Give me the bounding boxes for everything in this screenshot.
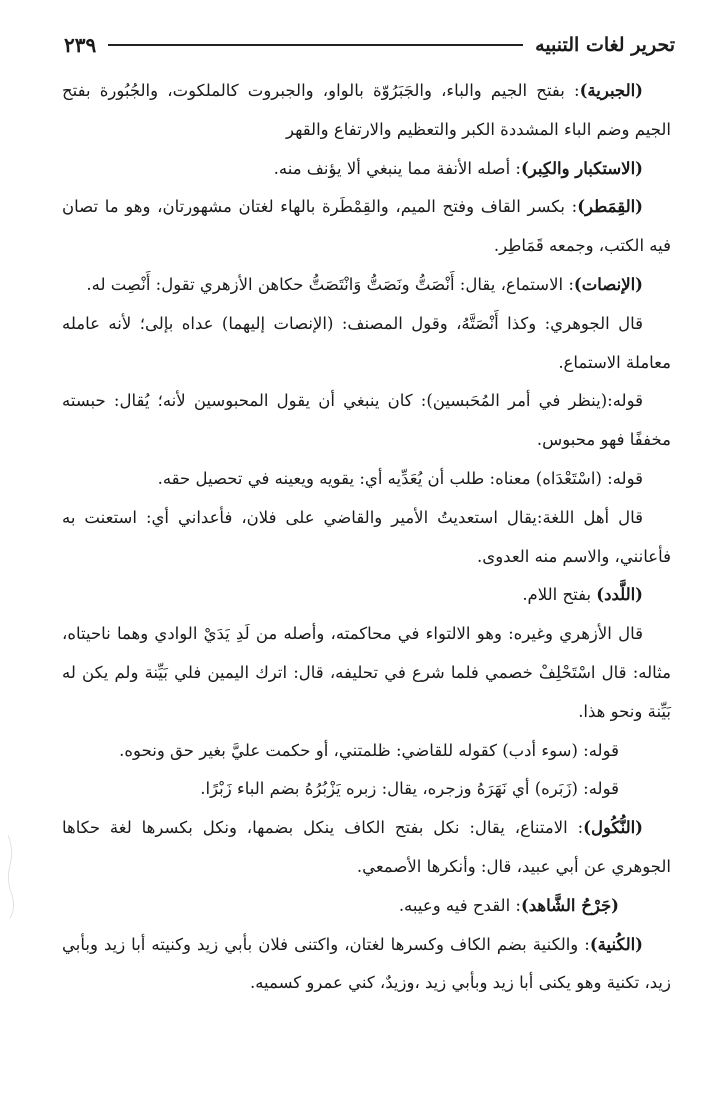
paragraph-jarh — [62, 887, 671, 926]
paragraph-ahl-allugha — [62, 499, 671, 577]
entry-text: : الامتناع، يقال: نكل بفتح الكاف ينكل بضمها، ونكل بكسرها لغة حكاها الجوهري عن أبي عبيد، قال: وأنكرها الأصمعي. — [62, 818, 671, 876]
paragraph-istikbar — [62, 150, 671, 189]
paragraph-insat — [62, 266, 671, 305]
entry-text: بفتح اللام. — [522, 585, 597, 605]
entry-term: (الكُنية) — [589, 934, 643, 954]
paragraph-istadah — [62, 460, 671, 499]
entry-text: قوله: (سوء أدب) كقوله للقاضي: ظلمتني، أو حكمت عليَّ بغير حق ونحوه. — [119, 740, 619, 760]
page-number: ٢٣٩ — [64, 33, 97, 57]
entry-term: (الجبرية) — [579, 81, 643, 100]
entry-text: : والكنية بضم الكاف وكسرها لغتان، واكتنى فلان بأبي زيد وكنيته أبا زيد وبأبي زيد، تكنية وهو يكنى أبا زيد وبأبي زيد ،وزيدٌ، كني عمرو كسميه. — [62, 934, 671, 993]
entry-text: قال الجوهري: وكذا أَنْصَتَّهُ، وقول المصنف: (الإنصات إليهما) عداه بإلى؛ لأنه عامله معاملة الاستماع. — [62, 313, 671, 372]
entry-term: (القِمَطر) — [577, 197, 643, 217]
page-edge-mark — [4, 830, 20, 920]
entry-text: قال الأزهري وغيره: وهو الالتواء في محاكمته، وأصله من لَدِ يَدَيْ الوادي وهما ناحيتاه، مثاله: قال اسْتَحْلِفْ خصمي فلما شرع في تحليفه، قال: اترك اليمين فلي بَيِّنة ولم يكن له بَيِّنة ونحو هذا. — [62, 624, 671, 721]
entry-text: : الاستماع، يقال: أَنْصَتُّ ونَصَتُّ وَانْتَصَتُّ حكاهن الأزهري تقول: أَنْصِت له. — [86, 274, 574, 294]
paragraph-zabarah — [62, 770, 671, 809]
paragraph-jabriyya — [62, 72, 671, 150]
entry-text: قال أهل اللغة:يقال استعديتُ الأمير والقاضي على فلان، فأعداني أي: استعنت به فأعانني، والاسم منه العدوى. — [62, 507, 671, 566]
page-header — [64, 30, 675, 60]
entry-term: (النُّكُول) — [583, 818, 643, 838]
paragraph-azhari — [62, 615, 671, 731]
paragraph-su-adab — [62, 732, 671, 771]
entry-text: : القدح فيه وعيبه. — [398, 895, 521, 915]
entry-text: : أصله الأنفة مما ينبغي ألا يؤنف منه. — [273, 158, 521, 178]
entry-term: (جَرْحُ الشَّاهد) — [520, 895, 619, 915]
header-rule — [108, 44, 523, 46]
entry-text: : بفتح الجيم والباء، والجَبَرُوّة بالواو، والجبروت كالملكوت، والجُبُورة بفتح الجيم وضم الباء المشددة الكبر والتعظيم والارتفاع والقهر — [62, 81, 671, 139]
entry-text: : بكسر القاف وفتح الميم، والقِمْطَرة بالهاء لغتان مشهورتان، وهو ما تصان فيه الكتب، وجمعه قَمَاطِر. — [62, 197, 671, 256]
entry-term: (الإنصات) — [573, 274, 643, 294]
paragraph-ladad — [62, 576, 671, 615]
paragraph-jawhari — [62, 305, 671, 383]
running-title: تحرير لغات التنبيه — [535, 34, 675, 56]
paragraph-muhabbasin — [62, 382, 671, 460]
paragraph-nukul — [62, 809, 671, 887]
entry-text: قوله: (اسْتَعْدَاه) معناه: طلب أن يُعَدِّيه أي: يقويه ويعينه في تحصيل حقه. — [157, 468, 643, 488]
body-text — [62, 72, 671, 1003]
entry-text: قوله: (زَبَره) أي نَهَرَهُ وزجره، يقال: زبره يَزْبُرُهُ بضم الباء زَبْرًا. — [200, 779, 619, 799]
paragraph-kunya — [62, 926, 671, 1004]
entry-term: (اللَّدد) — [596, 585, 643, 605]
entry-text: قوله:(ينظر في أمر المُحَبسين): كان ينبغي أن يقول المحبوسين لأنه؛ يُقال: حبسته مخففًا فهو محبوس. — [62, 391, 671, 450]
paragraph-qimatr — [62, 188, 671, 266]
entry-term: (الاستكبار والكِبر) — [520, 158, 643, 178]
